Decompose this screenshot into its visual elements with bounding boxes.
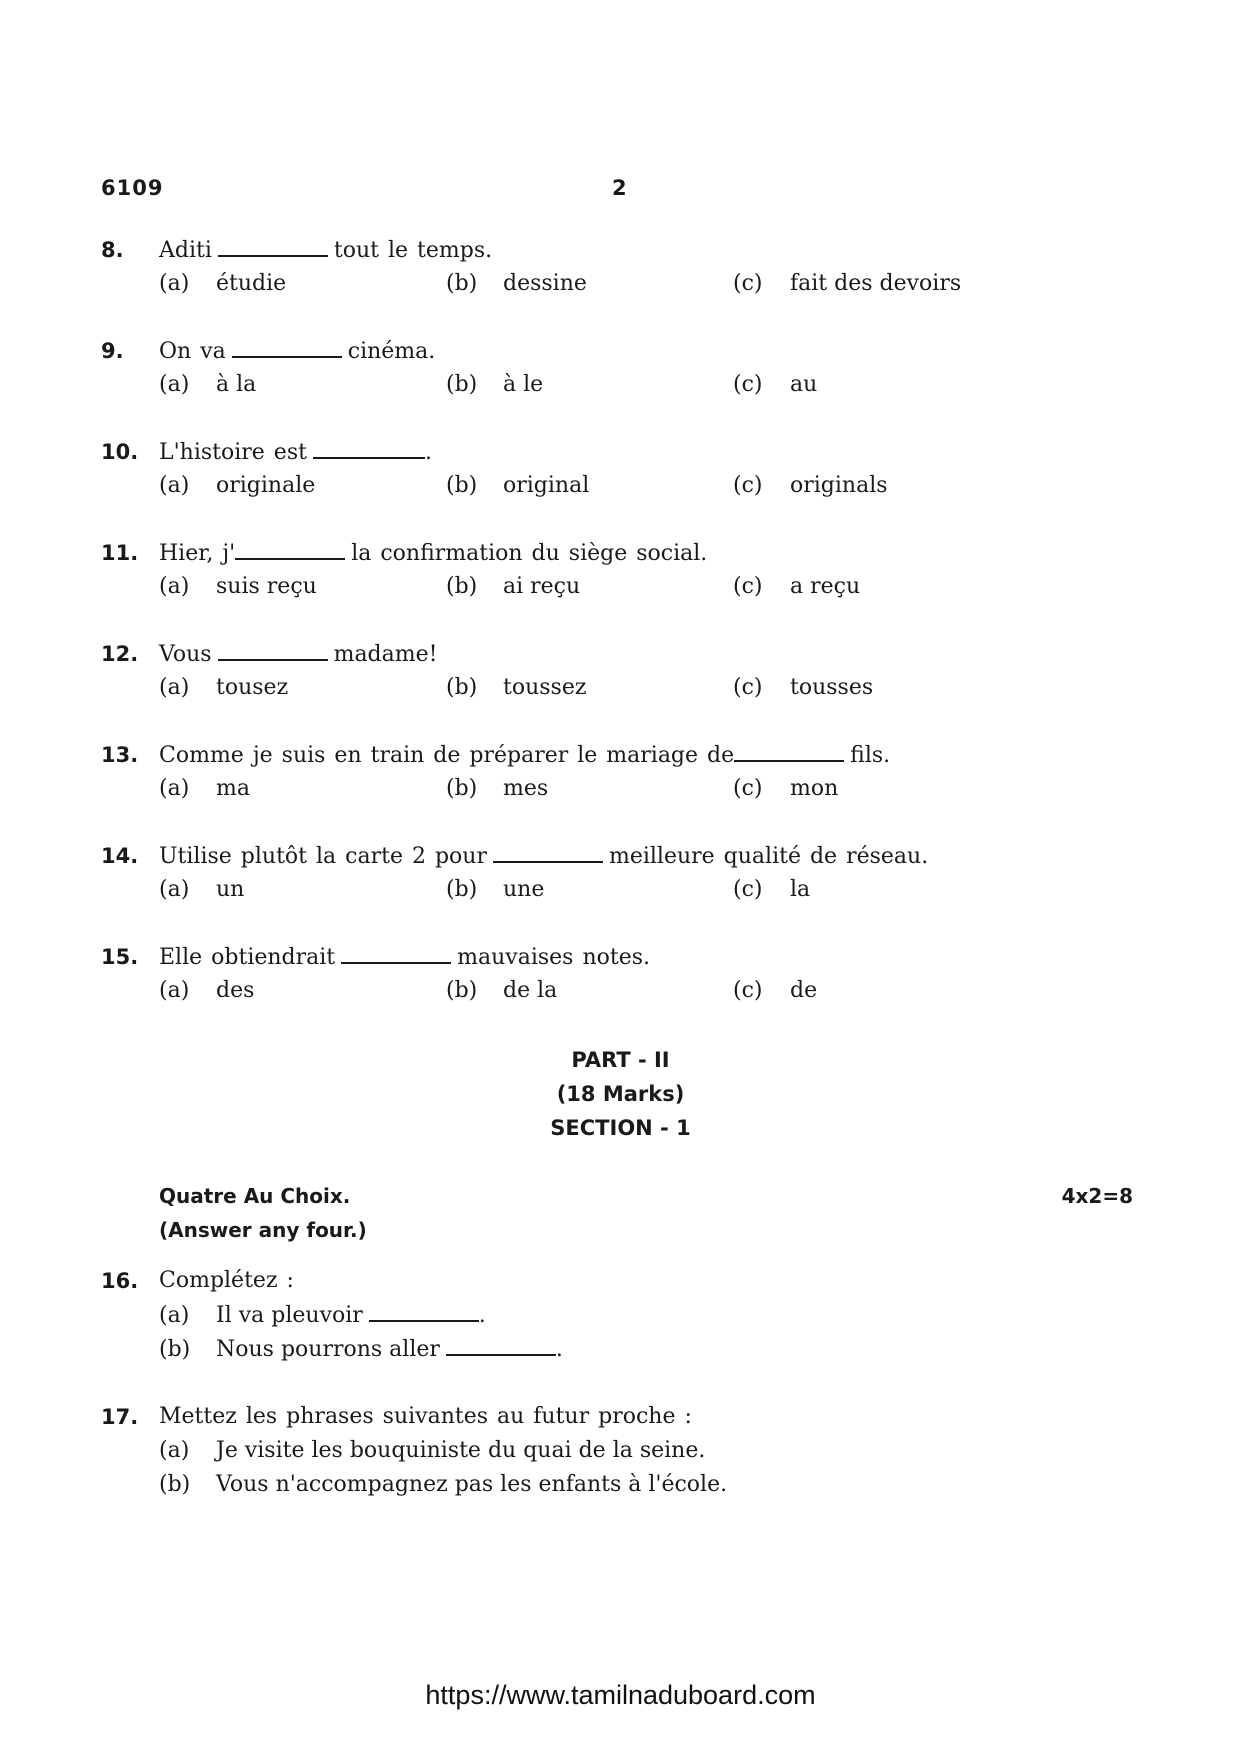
options: [159, 368, 1059, 402]
instruction-french: Quatre Au Choix.: [159, 1184, 351, 1208]
question-number: 8.: [101, 238, 124, 262]
question-stem: Comme je suis en train de préparer le mariage de fils.: [159, 738, 890, 773]
question-number: 9.: [101, 339, 124, 363]
question-stem: Utilise plutôt la carte 2 pour meilleure qualité de réseau.: [159, 839, 928, 874]
question-number: 11.: [101, 541, 139, 565]
answer-blank: [235, 536, 345, 560]
question-number: 13.: [101, 743, 139, 767]
option-c: (c) a reçu: [733, 574, 861, 599]
option-b: (b) dessine: [446, 271, 587, 296]
question-number: 15.: [101, 945, 139, 969]
options: [159, 974, 1059, 1008]
option-a: (a) suis reçu: [159, 574, 317, 599]
answer-blank: [493, 839, 603, 863]
option-b: (b) de la: [446, 978, 558, 1003]
option-a: (a) tousez: [159, 675, 289, 700]
marks-scheme: 4x2=8: [1061, 1184, 1133, 1208]
question-number: 14.: [101, 844, 139, 868]
sub-item-a: (a) Il va pleuvoir .: [159, 1298, 486, 1333]
question-number: 12.: [101, 642, 139, 666]
options: [159, 772, 1059, 806]
options: [159, 267, 1059, 301]
part-marks: (18 Marks): [556, 1082, 685, 1106]
question-number: 17.: [101, 1405, 139, 1429]
question-stem: Hier, j' la confirmation du siège social.: [159, 536, 707, 571]
question-stem: On va cinéma.: [159, 334, 435, 369]
sub-item-b: (b) Nous pourrons aller .: [159, 1332, 563, 1367]
option-a: (a) un: [159, 877, 245, 902]
page-number: 2: [612, 176, 627, 200]
option-a: (a) des: [159, 978, 255, 1003]
option-c: (c) de: [733, 978, 818, 1003]
option-c: (c) mon: [733, 776, 839, 801]
option-c: (c) fait des devoirs: [733, 271, 962, 296]
options: [159, 469, 1059, 503]
question-number: 16.: [101, 1269, 139, 1293]
instruction-english: (Answer any four.): [159, 1218, 367, 1242]
question-17: [101, 1400, 1151, 1510]
answer-blank: [313, 435, 425, 459]
option-c: (c) la: [733, 877, 811, 902]
option-b: (b) à le: [446, 372, 544, 397]
option-a: (a) à la: [159, 372, 257, 397]
question-stem: Aditi tout le temps.: [159, 233, 492, 268]
answer-blank: [218, 233, 328, 257]
option-b: (b) une: [446, 877, 545, 902]
answer-blank: [369, 1298, 479, 1322]
source-url[interactable]: https://www.tamilnaduboard.com: [425, 1680, 816, 1710]
question-stem: Elle obtiendrait mauvaises notes.: [159, 940, 650, 975]
question-stem: Vous madame!: [159, 637, 437, 672]
question-16: [101, 1264, 1151, 1374]
option-a: (a) étudie: [159, 271, 287, 296]
option-b: (b) mes: [446, 776, 549, 801]
answer-blank: [232, 334, 342, 358]
question-stem: Complétez :: [159, 1268, 294, 1293]
question-stem: Mettez les phrases suivantes au futur proche :: [159, 1404, 692, 1429]
option-a: (a) originale: [159, 473, 316, 498]
answer-blank: [446, 1332, 556, 1356]
options: [159, 873, 1059, 907]
option-a: (a) ma: [159, 776, 250, 801]
answer-blank: [218, 637, 328, 661]
answer-blank: [341, 940, 451, 964]
option-c: (c) tousses: [733, 675, 874, 700]
options: [159, 671, 1059, 705]
sub-item-b: (b) Vous n'accompagnez pas les enfants à l'école.: [159, 1472, 728, 1497]
part-title: PART - II: [571, 1048, 670, 1072]
answer-blank: [734, 738, 844, 762]
option-c: (c) au: [733, 372, 818, 397]
option-c: (c) originals: [733, 473, 888, 498]
option-b: (b) original: [446, 473, 590, 498]
sub-item-a: (a) Je visite les bouquiniste du quai de la seine.: [159, 1438, 706, 1463]
option-b: (b) ai reçu: [446, 574, 581, 599]
option-b: (b) toussez: [446, 675, 587, 700]
question-stem: L'histoire est .: [159, 435, 432, 470]
section-title: SECTION - 1: [550, 1116, 691, 1140]
options: [159, 570, 1059, 604]
question-number: 10.: [101, 440, 139, 464]
paper-code: 6109: [101, 176, 164, 200]
